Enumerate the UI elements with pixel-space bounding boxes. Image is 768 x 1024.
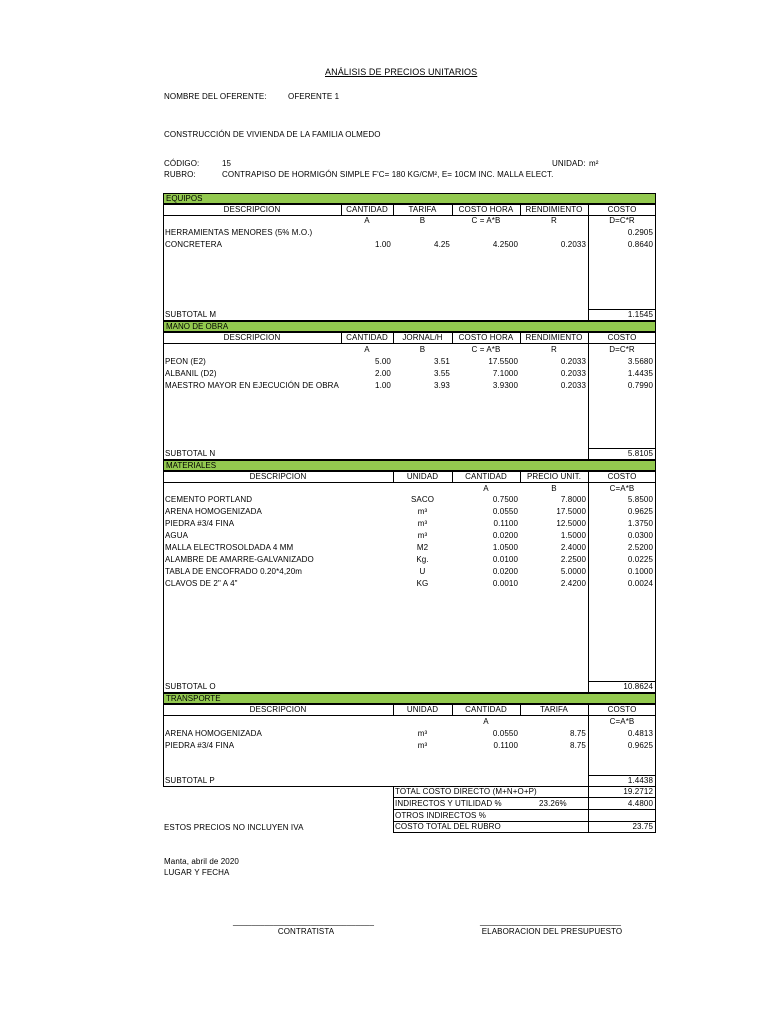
costo-total-label: COSTO TOTAL DEL RUBRO <box>395 822 501 831</box>
mano-obra-sub-c: C = A*B <box>471 345 501 354</box>
equipos-sub-r: R <box>551 216 557 225</box>
lugar-fecha-label: LUGAR Y FECHA <box>164 868 230 877</box>
row-jornal: 3.55 <box>434 369 450 378</box>
row-rendimiento: 0.2033 <box>560 381 586 390</box>
materiales-sub-a: A <box>483 484 489 493</box>
row-cantidad: 5.00 <box>375 357 391 366</box>
row-precio: 5.0000 <box>560 567 586 576</box>
row-costo-hora: 3.9300 <box>492 381 518 390</box>
fecha: Manta, abril de 2020 <box>164 857 239 866</box>
otros-indirectos-label: OTROS INDIRECTOS % <box>395 811 486 820</box>
row-precio: 2.4000 <box>560 543 586 552</box>
subtotal-m-label: SUBTOTAL M <box>165 310 217 319</box>
row-tarifa: 8.75 <box>570 741 586 750</box>
indirectos-label: INDIRECTOS Y UTILIDAD % <box>395 799 502 808</box>
row-costo: 0.7990 <box>627 381 653 390</box>
row-jornal: 3.51 <box>434 357 450 366</box>
materiales-header-costo: COSTO <box>607 472 637 481</box>
row-costo: 0.8640 <box>627 240 653 249</box>
rubro-value: CONTRAPISO DE HORMIGÓN SIMPLE F'C= 180 KG/CM², E= 10CM INC. MALLA ELECT. <box>222 170 554 179</box>
row-jornal: 3.93 <box>434 381 450 390</box>
mano-obra-sub-a: A <box>364 345 370 354</box>
materiales-header-precio: PRECIO UNIT. <box>526 472 582 481</box>
row-costo: 0.2905 <box>627 228 653 237</box>
row-cantidad: 1.0500 <box>492 543 518 552</box>
equipos-header-descripcion: DESCRIPCION <box>223 205 281 214</box>
section-mano-obra-label: MANO DE OBRA <box>166 322 229 331</box>
row-costo: 0.0300 <box>627 531 653 540</box>
row-descripcion: CEMENTO PORTLAND <box>165 495 253 504</box>
row-precio: 2.4200 <box>560 579 586 588</box>
row-costo: 3.5680 <box>627 357 653 366</box>
row-descripcion: AGUA <box>165 531 189 540</box>
section-transporte-label: TRANSPORTE <box>166 694 221 703</box>
row-costo-hora: 17.5500 <box>488 357 518 366</box>
transporte-header-cantidad: CANTIDAD <box>465 705 507 714</box>
row-costo: 0.4813 <box>627 729 653 738</box>
row-cantidad: 0.0010 <box>492 579 518 588</box>
row-costo: 0.1000 <box>627 567 653 576</box>
row-precio: 17.5000 <box>556 507 586 516</box>
materiales-header-descripcion: DESCRIPCION <box>249 472 307 481</box>
transporte-header-tarifa: TARIFA <box>539 705 568 714</box>
row-precio: 7.8000 <box>560 495 586 504</box>
unidad-label: UNIDAD: <box>552 159 586 168</box>
row-tarifa: 4.25 <box>434 240 450 249</box>
row-unidad: m³ <box>417 729 428 738</box>
row-costo: 0.9625 <box>627 507 653 516</box>
row-cantidad: 0.0550 <box>492 507 518 516</box>
row-unidad: KG <box>416 579 429 588</box>
row-unidad: m³ <box>417 741 428 750</box>
row-unidad: U <box>419 567 426 576</box>
row-cantidad: 0.7500 <box>492 495 518 504</box>
row-cantidad: 0.1100 <box>493 519 518 528</box>
mano-obra-header-costo: COSTO <box>607 333 637 342</box>
subtotal-n-value: 5.8105 <box>627 449 653 458</box>
equipos-sub-c: C = A*B <box>471 216 501 225</box>
subtotal-o-value: 10.8624 <box>623 682 653 691</box>
unidad-value: m² <box>589 159 599 168</box>
row-precio: 2.2500 <box>560 555 586 564</box>
row-costo: 0.0225 <box>627 555 653 564</box>
subtotal-o-label: SUBTOTAL O <box>165 682 216 691</box>
row-descripcion: MALLA ELECTROSOLDADA 4 MM <box>165 543 294 552</box>
total-directo-label: TOTAL COSTO DIRECTO (M+N+O+P) <box>395 787 537 796</box>
indirectos-pct: 23.26% <box>539 799 567 808</box>
contratista-signature-line: _______________________________ <box>233 917 375 926</box>
indirectos-value: 4.4800 <box>627 799 653 808</box>
row-rendimiento: 0.2033 <box>560 357 586 366</box>
row-costo-hora: 4.2500 <box>492 240 518 249</box>
row-unidad: SACO <box>410 495 435 504</box>
row-unidad: m³ <box>417 519 428 528</box>
row-tarifa: 8.75 <box>570 729 586 738</box>
subtotal-n-label: SUBTOTAL N <box>165 449 216 458</box>
total-directo-value: 19.2712 <box>623 787 653 796</box>
subtotal-p-label: SUBTOTAL P <box>165 776 215 785</box>
elaboracion-signature-line: _______________________________ <box>480 917 622 926</box>
section-materiales <box>163 460 656 471</box>
row-rendimiento: 0.2033 <box>560 240 586 249</box>
section-transporte <box>163 693 656 704</box>
rubro-label: RUBRO: <box>164 170 196 179</box>
row-descripcion: ALAMBRE DE AMARRE-GALVANIZADO <box>165 555 314 564</box>
equipos-header-costo: COSTO <box>607 205 637 214</box>
row-descripcion: CLAVOS DE 2" A 4" <box>165 579 238 588</box>
row-descripcion: ARENA HOMOGENIZADA <box>165 507 262 516</box>
mano-obra-header-rendimiento: RENDIMIENTO <box>525 333 583 342</box>
transporte-header-costo: COSTO <box>607 705 637 714</box>
row-descripcion: MAESTRO MAYOR EN EJECUCIÓN DE OBRA <box>165 381 339 390</box>
costo-total-value: 23.75 <box>632 822 653 831</box>
row-cantidad: 0.0200 <box>492 567 518 576</box>
mano-obra-header-jornal: JORNAL/H <box>402 333 443 342</box>
row-costo: 1.4435 <box>627 369 653 378</box>
equipos-sub-a: A <box>364 216 370 225</box>
equipos-header-tarifa: TARIFA <box>408 205 437 214</box>
subtotal-p-value: 1.4438 <box>627 776 653 785</box>
equipos-sub-d: D=C*R <box>609 216 635 225</box>
elaboracion-label: ELABORACION DEL PRESUPUESTO <box>481 927 623 936</box>
equipos-sub-b: B <box>419 216 426 225</box>
mano-obra-sub-d: D=C*R <box>609 345 635 354</box>
row-descripcion: ARENA HOMOGENIZADA <box>165 729 262 738</box>
codigo-label: CÓDIGO: <box>164 159 200 168</box>
mano-obra-header-costo-hora: COSTO HORA <box>458 333 514 342</box>
row-cantidad: 0.0550 <box>492 729 518 738</box>
row-unidad: Kg. <box>416 555 429 564</box>
iva-note: ESTOS PRECIOS NO INCLUYEN IVA <box>164 823 304 832</box>
row-descripcion: ALBANIL (D2) <box>165 369 217 378</box>
row-unidad: M2 <box>416 543 429 552</box>
row-precio: 1.5000 <box>560 531 586 540</box>
row-descripcion: TABLA DE ENCOFRADO 0.20*4,20m <box>165 567 303 576</box>
row-costo-hora: 7.1000 <box>492 369 518 378</box>
materiales-header-unidad: UNIDAD <box>406 472 439 481</box>
equipos-header-rendimiento: RENDIMIENTO <box>525 205 583 214</box>
oferente-label: NOMBRE DEL OFERENTE: <box>164 92 267 101</box>
row-cantidad: 0.0200 <box>492 531 518 540</box>
materiales-header-cantidad: CANTIDAD <box>465 472 507 481</box>
row-descripcion: PIEDRA #3/4 FINA <box>165 741 235 750</box>
contratista-label: CONTRATISTA <box>277 927 335 936</box>
row-costo: 0.0024 <box>627 579 653 588</box>
codigo-value: 15 <box>222 159 232 168</box>
transporte-sub-a: A <box>483 717 489 726</box>
row-costo: 2.5200 <box>627 543 653 552</box>
row-cantidad: 0.1100 <box>493 741 518 750</box>
mano-obra-sub-b: B <box>419 345 426 354</box>
section-mano-obra <box>163 321 656 332</box>
row-cantidad: 0.0100 <box>492 555 518 564</box>
transporte-header-descripcion: DESCRIPCION <box>249 705 307 714</box>
row-cantidad: 1.00 <box>375 240 391 249</box>
row-costo: 0.9625 <box>627 741 653 750</box>
equipos-header-costo-hora: COSTO HORA <box>458 205 514 214</box>
section-materiales-label: MATERIALES <box>166 461 217 470</box>
oferente-value: OFERENTE 1 <box>288 92 340 101</box>
row-descripcion: PIEDRA #3/4 FINA <box>165 519 235 528</box>
transporte-sub-c: C=A*B <box>609 717 635 726</box>
transporte-header-unidad: UNIDAD <box>406 705 439 714</box>
project-name: CONSTRUCCIÓN DE VIVIENDA DE LA FAMILIA OLMEDO <box>164 130 381 139</box>
row-precio: 12.5000 <box>556 519 586 528</box>
row-rendimiento: 0.2033 <box>560 369 586 378</box>
row-costo: 5.8500 <box>627 495 653 504</box>
row-cantidad: 2.00 <box>375 369 391 378</box>
mano-obra-sub-r: R <box>551 345 557 354</box>
row-descripcion: PEON (E2) <box>165 357 206 366</box>
row-costo: 1.3750 <box>627 519 653 528</box>
section-equipos <box>163 193 656 204</box>
document-title: ANÁLISIS DE PRECIOS UNITARIOS <box>325 67 478 77</box>
mano-obra-header-descripcion: DESCRIPCION <box>223 333 281 342</box>
equipos-header-cantidad: CANTIDAD <box>346 205 388 214</box>
row-unidad: m³ <box>417 531 428 540</box>
row-cantidad: 1.00 <box>375 381 391 390</box>
row-unidad: m³ <box>417 507 428 516</box>
row-descripcion: HERRAMIENTAS MENORES (5% M.O.) <box>165 228 313 237</box>
section-equipos-label: EQUIPOS <box>166 194 203 203</box>
row-descripcion: CONCRETERA <box>165 240 223 249</box>
subtotal-m-value: 1.1545 <box>627 310 653 319</box>
materiales-sub-c: C=A*B <box>609 484 635 493</box>
mano-obra-header-cantidad: CANTIDAD <box>346 333 388 342</box>
materiales-sub-b: B <box>551 484 557 493</box>
